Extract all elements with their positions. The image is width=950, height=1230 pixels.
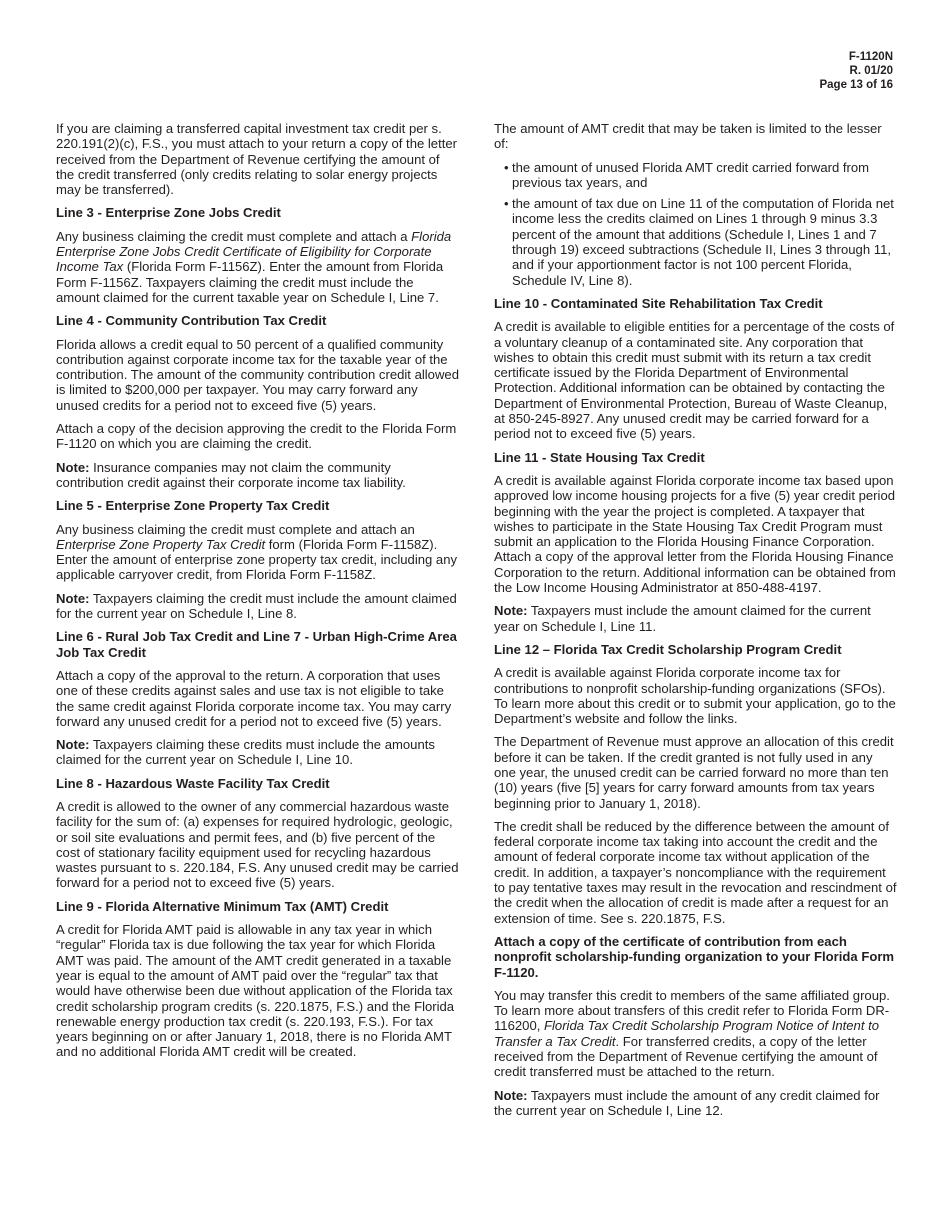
line9-heading: Line 9 - Florida Alternative Minimum Tax (AMT) Credit bbox=[56, 898, 389, 914]
line5-paragraph: Any business claiming the credit must complete and attach an Enterprise Zone Property Tax Credit form (Florida Form F-1158Z). Enter the amount of enterprise zone property tax credit, including any applicable carryover credit, from Florida Form F-1158Z. bbox=[56, 521, 458, 583]
line3-paragraph: Any business claiming the credit must complete and attach a Florida Enterprise Zone Jobs Credit Certificate of Eligibility for Corporate Income Tax (Florida Form F-1156Z). Enter the amount from Florida Form F-1156Z. Taxpayers claiming the credit must include the amount claimed for the current taxable year on Schedule I, Line 7. bbox=[56, 228, 452, 305]
page-number: Page 13 of 16 bbox=[819, 79, 893, 91]
form-number: F-1120N bbox=[848, 51, 893, 63]
line3-heading: Line 3 - Enterprise Zone Jobs Credit bbox=[56, 205, 281, 221]
attach-certificate-paragraph: Attach a copy of the certificate of contribution from each nonprofit scholarship-funding organization to your Florida Form F-1120. bbox=[494, 933, 895, 980]
line11-note: Note: Taxpayers must include the amount claimed for the current year on Schedule I, Line 11. bbox=[494, 603, 871, 634]
intro-paragraph: If you are claiming a transferred capital investment tax credit per s. 220.191(2)(c), F.S., you must attach to your return a copy of the letter received from the Department of Revenue certifying the amount of the credit transferred (only credits relating to solar energy projects may be transferred). bbox=[56, 121, 458, 198]
line10-paragraph: A credit is available to eligible entities for a percentage of the costs of a voluntary cleanup of a contaminated site. Any corporation that wishes to obtain this credit must submit with its return a tax credit certificate issued by the Florida Department of Environmental Protection. Additional information can be obtained by contacting the Department of Environmental Protection, Bureau of Waste Cleanup, at 850-245-8927. Any unused credit may be carried forward for a period not to exceed five (5) years. bbox=[494, 319, 895, 442]
line6-heading: Line 6 - Rural Job Tax Credit and Line 7 - Urban High-Crime Area Job Tax Credit bbox=[56, 629, 457, 660]
line6-paragraph: Attach a copy of the approval to the return. A corporation that uses one of these credits against sales and use tax is not eligible to take the same credit against Florida corporate income tax. You may carry forward any unused credit for a period not to exceed five (5) years. bbox=[56, 667, 452, 729]
transfer-paragraph: You may transfer this credit to members of the same affiliated group. To learn more about transfers of this credit refer to Florida Form DR-116200, Florida Tax Credit Scholarship Program Notice of Intent to Transfer a Tax Credit. For transferred credits, a copy of the letter received from the Department of Revenue certifying the amount of credit transferred must be attached to the return. bbox=[494, 987, 890, 1080]
list-item: • the amount of tax due on Line 11 of the computation of Florida net income less the credits claimed on Lines 1 through 9 minus 3.3 percent of the amount that additions (Schedule I, Lines 1 and 7 through 19) exceed subtractions (Schedule II, Lines 3 through 11, and if your apportionment factor is not 100 percent Florida, Schedule IV, Line 8). bbox=[494, 196, 897, 288]
line11-heading: Line 11 - State Housing Tax Credit bbox=[494, 449, 705, 465]
list-item: • the amount of unused Florida AMT credit carried forward from previous tax years, and bbox=[494, 160, 897, 191]
right-column bbox=[494, 121, 897, 1126]
line12-note: Note: Taxpayers must include the amount of any credit claimed for the current year on Schedule I, Line 12. bbox=[494, 1087, 880, 1118]
form-header bbox=[819, 50, 893, 92]
line6-note: Note: Taxpayers claiming these credits must include the amounts claimed for the current year on Schedule I, Line 10. bbox=[56, 737, 435, 768]
line10-heading: Line 10 - Contaminated Site Rehabilitation Tax Credit bbox=[494, 295, 823, 311]
line4-attach-paragraph: Attach a copy of the decision approving the credit to the Florida Form F-1120 on which you are claiming the credit. bbox=[56, 421, 457, 452]
amt-limit-list bbox=[494, 160, 897, 288]
line8-paragraph: A credit is allowed to the owner of any commercial hazardous waste facility for the sum of: (a) expenses for required hydrologic, geologic, or soil site evaluations and permit fees, and (b) five percent of the cost of stationary facility equipment used for recycling hazardous wastes pursuant to s. 220.184, F.S. Any unused credit may be carried forward for a period not to exceed five (5) years. bbox=[56, 798, 459, 891]
line4-note: Note: Insurance companies may not claim the community contribution credit against their corporate income tax liability. bbox=[56, 459, 406, 490]
line4-paragraph: Florida allows a credit equal to 50 percent of a qualified community contribution against corporate income tax for the taxable year of the contribution. The amount of the community contribution credit allowed is limited to $200,000 per taxpayer. You may carry forward any unused credits for a period not to exceed five (5) years. bbox=[56, 336, 459, 413]
line8-heading: Line 8 - Hazardous Waste Facility Tax Credit bbox=[56, 775, 330, 791]
line12-paragraph: A credit is available against Florida corporate income tax for contributions to nonprofit scholarship-funding organizations (SFOs). To learn more about this credit or to submit your application, go to the Department’s website and follow the links. bbox=[494, 665, 896, 727]
line12-allocation-paragraph: The Department of Revenue must approve an allocation of this credit before it can be taken. If the credit granted is not fully used in any one year, the unused credit can be carried forward no more than ten (10) years (five [5] years for carry forward amounts from tax years beginning prior to January 1, 2018). bbox=[494, 734, 894, 811]
amt-limit-paragraph: The amount of AMT credit that may be taken is limited to the lesser of: bbox=[494, 121, 882, 152]
line5-heading: Line 5 - Enterprise Zone Property Tax Credit bbox=[56, 498, 330, 514]
form-revision: R. 01/20 bbox=[849, 65, 893, 77]
line12-heading: Line 12 – Florida Tax Credit Scholarship Program Credit bbox=[494, 641, 842, 657]
line12-reduction-paragraph: The credit shall be reduced by the difference between the amount of federal corporate income tax taking into account the credit and the amount of federal corporate income tax without application of the credit. In addition, a taxpayer’s noncompliance with the requirement to pay tentative taxes may result in the revocation and rescindment of the credit when the allocation of credit is made after a request for an extension of time. See s. 220.1875, F.S. bbox=[494, 818, 897, 926]
line11-paragraph: A credit is available against Florida corporate income tax based upon approved low income housing projects for a five (5) year credit period beginning with the year the project is completed. A taxpayer that wishes to participate in the State Housing Tax Credit Program must submit an application to the Florida Housing Finance Corporation. Attach a copy of the approval letter from the Florida Housing Finance Corporation to the return. Additional information can be obtained from the Low Income Housing Administrator at 850-488-4197. bbox=[494, 472, 896, 596]
line5-note: Note: Taxpayers claiming the credit must include the amount claimed for the current year on Schedule I, Line 8. bbox=[56, 590, 457, 622]
line9-paragraph: A credit for Florida AMT paid is allowable in any tax year in which “regular” Florida tax is due following the tax year for which Florida AMT was paid. The amount of the AMT credit generated in a taxable year is equal to the amount of AMT paid over the “regular” tax that would have otherwise been due without application of the Florida tax credit scholarship program credits (s. 220.1875, F.S.) and the Florida renewable energy production tax credit (s. 220.193, F.S.). For tax years beginning on or after January 1, 2018, there is no Florida AMT and no additional Florida AMT credit will be created. bbox=[56, 922, 455, 1060]
line4-heading: Line 4 - Community Contribution Tax Credit bbox=[56, 313, 327, 329]
left-column bbox=[56, 121, 460, 1068]
